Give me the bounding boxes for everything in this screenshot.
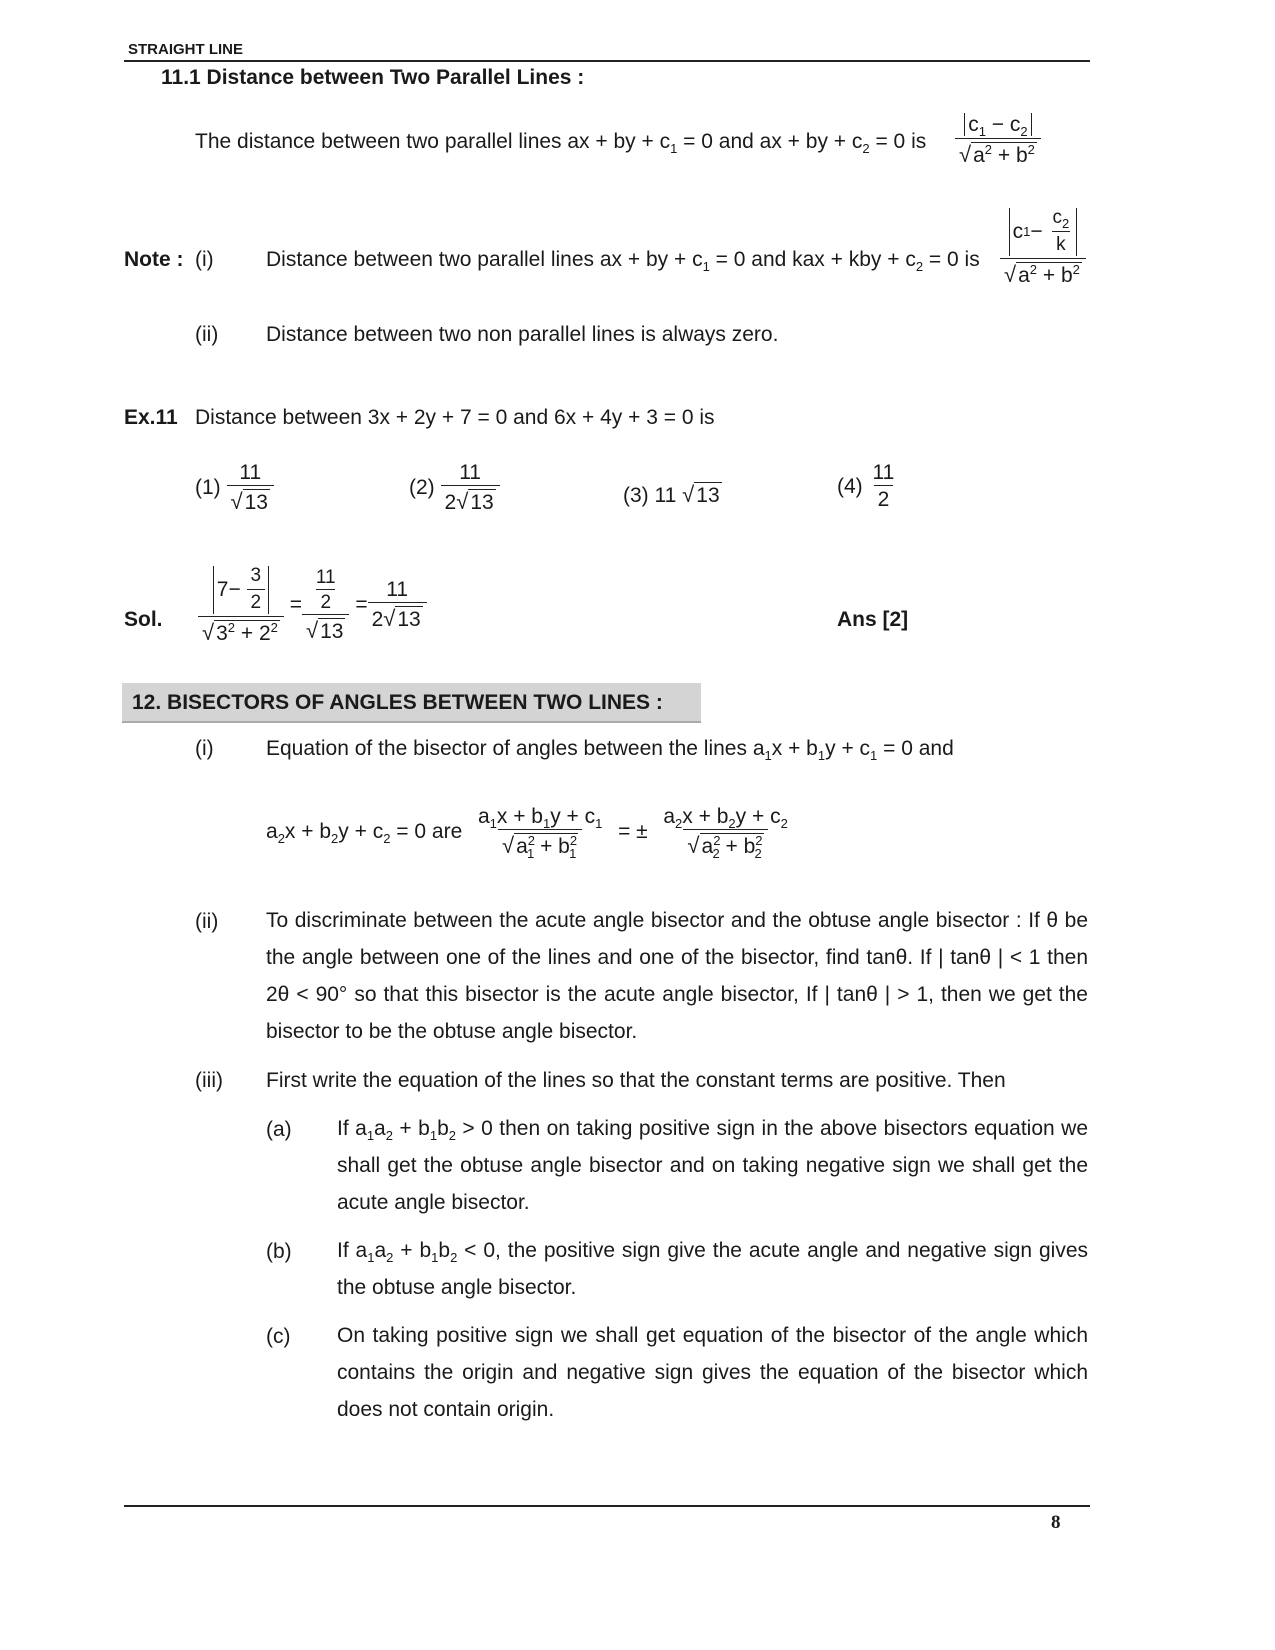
case-a-text: If $a_1a_2 + b_1b_2 > 0$ then on taking positive sign in the above bisectors equation we shall get the obtuse angle bisector and on taking negative sign we shall get the acute angle bisector. [337,1117,1088,1214]
note-ii-text: Distance between two non parallel lines is always zero. [266,323,779,346]
note-formula: c 1 − $\frac{c_2}{k}$ √ $a^2 + b^2$ [1000,208,1086,286]
section-12-heading: 12. BISECTORS OF ANGLES BETWEEN TWO LINES : [132,691,663,714]
solution-label: Sol. [124,608,163,631]
bisector-ii-label: (ii) [195,910,219,933]
solution-working: 7 − $\frac{3}{2}$ √ $3^2 + 2^2$ = $\frac{11}{2}$ √ 13 = 11 2 √ 13 [198,566,427,644]
section-heading: 11.1 Distance between Two Parallel Lines : [161,66,585,89]
bisector-i-label: (i) [195,737,214,760]
bisector-iii-text: First write the equation of the lines so that the constant terms are positive. Then [266,1069,1006,1092]
running-header: STRAIGHT LINE [128,41,243,58]
case-c-label: (c) [266,1325,291,1348]
option-4: (4) $\frac{11}{2}$ [837,461,895,511]
example-label: Ex.11 [124,406,178,429]
option-1: (1) 11 √ 13 [195,462,274,513]
option-3: (3) 11 √ 13 [623,481,720,507]
answer: Ans [2] [837,608,909,631]
note-i-text: Distance between two parallel lines ax + by + $c_1 = 0$ and kax + kby + $c_2 = 0$ is [266,248,980,274]
bisector-iii-label: (iii) [195,1069,223,1092]
distance-formula: $c_1 - c_2$ √ $a^2 + b^2$ [955,113,1041,166]
option-2: (2) 11 2 √ 13 [409,462,500,513]
distance-statement: The distance between two parallel lines ax + by + $c_1 = 0$ and ax + by + $c_2 = 0$ is [195,130,927,156]
case-b-label: (b) [266,1240,292,1263]
example-question: Distance between 3x + 2y + 7 = 0 and 6x + 4y + 3 = 0 is [195,406,715,429]
page-number: 8 [1051,1512,1061,1533]
bisector-equation: $a_2x + b_2y + c_2 = 0$ are $a_1x + b_1y + c_1$ √ $a^2_1 + b^2_1$ = ± $a_2x + b_2y + c_2$ √ $a^2_2 + b^2_2$ [266,805,788,861]
case-c-text: On taking positive sign we shall get equation of the bisector of the angle which contains the origin and negative sign gives the equation of the bisector which does not contain origin. [337,1324,1088,1421]
bisector-ii-text: To discriminate between the acute angle bisector and the obtuse angle bisector : If θ be the angle between one of the lines and one of the bisector, find tanθ. If | tanθ | < 1 then 2θ < 90° so that this bisector is the acute angle bisector, If | tanθ | > 1, then we get the bisector to be the obtuse angle bisector. [266,909,1088,1043]
header-rule [124,60,1090,62]
note-i-label: (i) [195,248,214,271]
note-label: Note : [124,248,184,271]
case-a-label: (a) [266,1118,292,1141]
case-b-text: If $a_1a_2 + b_1b_2 < 0$, the positive sign give the acute angle and negative sign gives the obtuse angle bisector. [337,1239,1089,1299]
note-ii-label: (ii) [195,323,219,346]
bisector-i-line1: Equation of the bisector of angles between the lines $a_1x + b_1y + c_1 = 0$ and [266,737,954,763]
footer-rule [124,1505,1090,1507]
